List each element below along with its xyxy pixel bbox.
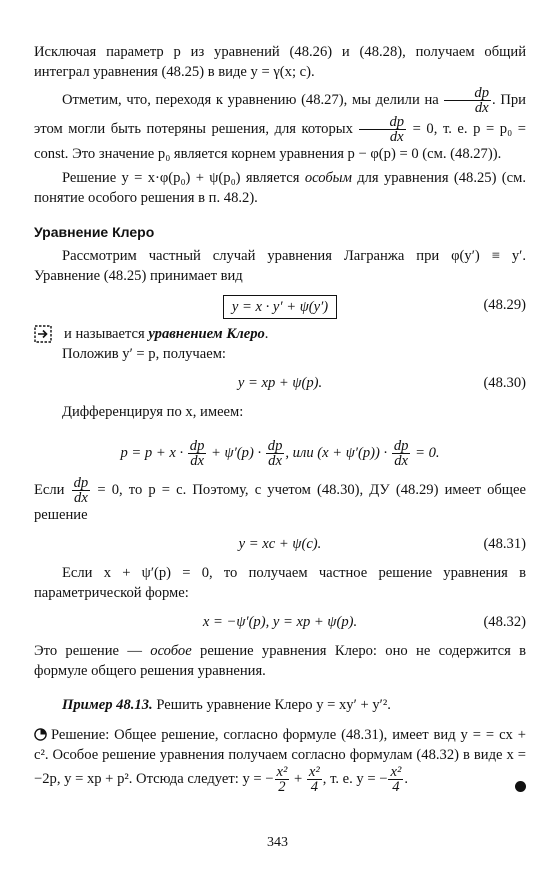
example-statement xyxy=(34,695,526,715)
intro-p2-text-c: = 0, т. е. p = p₀ = const. Это значение p₀ является корнем уравнения p − φ(p) = 0 (см. (48.27)). xyxy=(34,120,526,162)
equation-number: (48.31) xyxy=(483,536,526,552)
emphasis-clairaut: уравнением Клеро xyxy=(148,326,265,342)
end-of-solution-icon xyxy=(515,781,526,792)
section-paragraph-6: Это решение — особое решение уравнения Клеро: оно не содержится в формуле общего решения уравнения. xyxy=(34,643,527,679)
fraction-x2-over-2: $\frac{\text{x²}}{2}$ xyxy=(276,764,288,795)
solution-paragraph: Решение: Общее решение, согласно формуле (48.31), имеет вид y = = cx + c². Особое решение уравнения получаем согласно формулам (48.32) в виде x = −2p, y = xp + p². Отсюда следует: y = − $\frac{\text{x²}}{2}$ + $\frac{\text{x²}}{4}$ , т. е. y = − $\frac{\text{x²}}{4}$ . xyxy=(34,727,526,795)
emphasis-osobym: особым xyxy=(304,170,352,186)
fraction-x2-over-4: $\frac{\text{x²}}{4}$ xyxy=(390,764,402,795)
equation-differentiation: p = p + x · $\frac{dp}{dx}$ + ψ′(p) · $\frac{dp}{dx}$ , или (x + ψ′(p)) · $\frac{dp}{dx}$ = 0. xyxy=(120,438,440,469)
named-line: и называется уравнением Клеро. xyxy=(34,324,526,344)
intro-paragraph-1: Исключая параметр p из уравнений (48.26) и (48.28), получаем общий интеграл уравнения (48.25) в виде y = γ(x; c). xyxy=(34,44,526,80)
section-paragraph-3: Дифференцируя по x, имеем: xyxy=(62,404,244,420)
example-text: Решить уравнение Клеро y = xy′ + y′². xyxy=(156,697,391,713)
equation-48-32: x = −ψ′(p), y = xp + ψ(p). (48.32) xyxy=(202,614,526,630)
fraction-dp-dx: $\frac{dp}{dx}$ xyxy=(267,438,283,469)
section-heading: Уравнение Клеро xyxy=(34,224,155,240)
solution-marker-icon xyxy=(34,728,47,741)
page-number: 343 xyxy=(267,835,288,850)
intro-paragraph-2 xyxy=(34,86,526,164)
equation-48-31: y = xc + ψ(c). (48.31) xyxy=(238,536,526,552)
intro-paragraph-3: Решение y = x·φ(p₀) + ψ(p₀) является особым для уравнения (48.25) (см. понятие особого решения в п. 48.2). xyxy=(34,170,526,206)
fraction-dp-dx: $\frac{dp}{dx}$ xyxy=(189,438,205,469)
example-label: Пример 48.13. xyxy=(62,697,153,713)
boxed-formula: y = x · y′ + ψ(y′) xyxy=(223,295,337,319)
equation-number: (48.29) xyxy=(483,297,526,313)
fraction-dp-dx: $\frac{dp}{dx}$ xyxy=(359,115,406,144)
equation-48-30: y = xp + ψ(p). (48.30) xyxy=(237,375,526,391)
intro-p2-text-a: Отметим, что, переходя к уравнению (48.27), мы делили на xyxy=(62,91,439,108)
section-paragraph-5: Если x + ψ′(p) = 0, то получаем частное решение уравнения в параметрической форме: xyxy=(34,565,526,601)
section-paragraph-1: Рассмотрим частный случай уравнения Лагранжа при φ(y′) ≡ y′. Уравнение (48.25) принимает вид xyxy=(34,248,526,284)
page-content xyxy=(34,42,526,794)
fraction-dp-dx: $\frac{dp}{dx}$ xyxy=(393,438,409,469)
intro-p2-text-b: . При этом могли быть потеряны решения, для которых xyxy=(34,91,526,137)
equation-number: (48.32) xyxy=(483,614,526,630)
fraction-x2-over-4: $\frac{\text{x²}}{4}$ xyxy=(308,764,320,795)
equation-48-29 xyxy=(34,292,526,318)
fraction-dp-dx: $\frac{dp}{dx}$ xyxy=(444,86,491,115)
section-paragraph-2: Положив y′ = p, получаем: xyxy=(62,346,226,362)
emphasis-osoboe: особое xyxy=(150,643,192,659)
equation-number: (48.30) xyxy=(483,375,526,391)
fraction-dp-dx: $\frac{dp}{dx}$ xyxy=(73,475,89,506)
section-paragraph-4: Если $\frac{dp}{dx}$ = 0, то p = c. Поэтому, с учетом (48.30), ДУ (48.29) имеет общее решение xyxy=(34,475,526,523)
arrow-in-box-icon xyxy=(34,325,52,343)
